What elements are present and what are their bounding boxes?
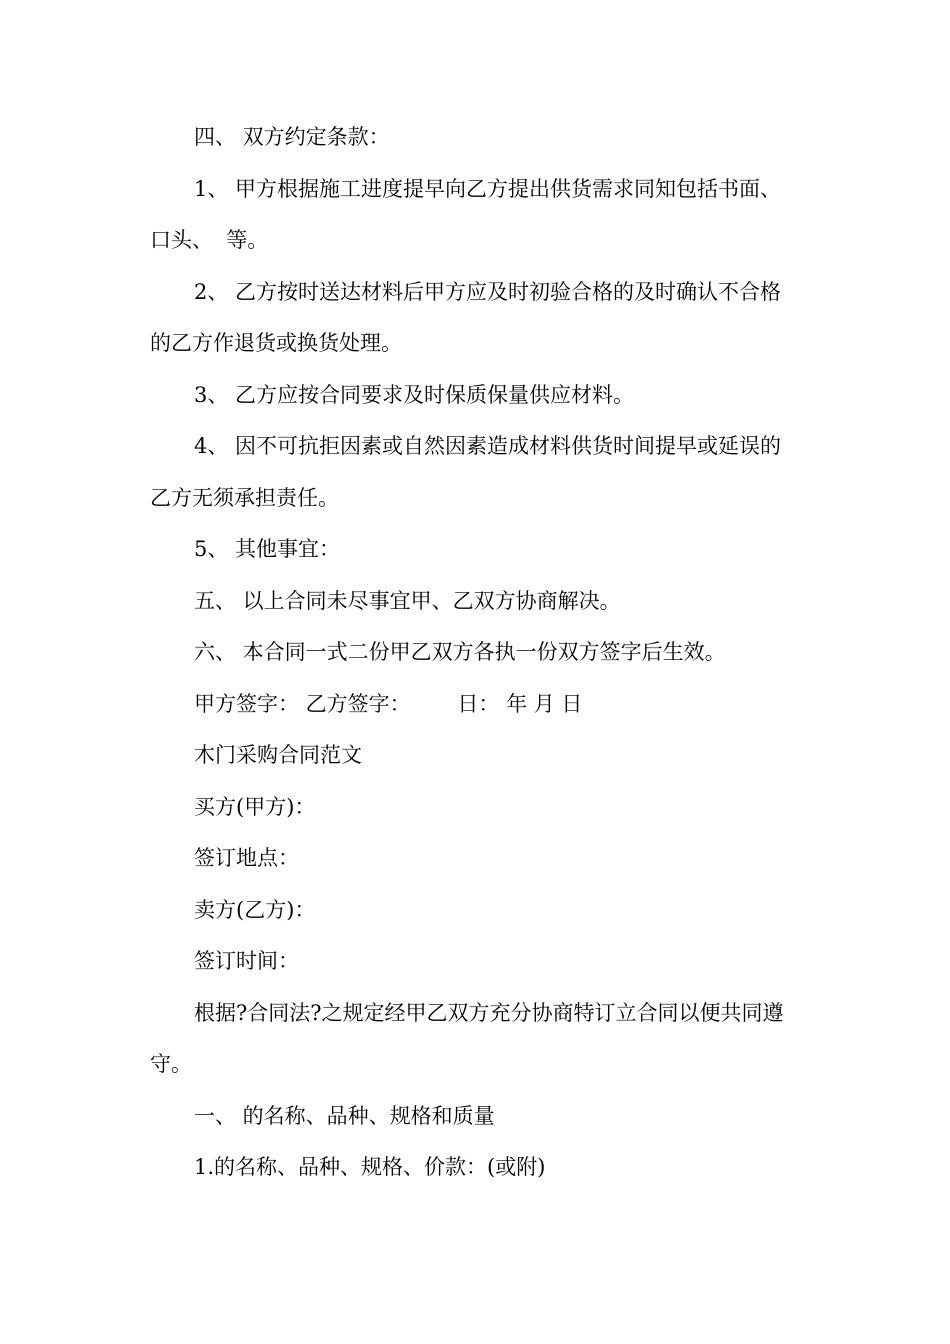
- document-body: [150, 112, 800, 1194]
- article-one-item-1: 1.的名称、品种、规格、价款：(或附): [194, 1155, 546, 1179]
- signing-time-field: 签订时间：: [194, 949, 299, 973]
- seller-field: 卖方(乙方)：: [194, 897, 316, 922]
- clause-item-1: 1、 甲方根据施工进度提早向乙方提出供货需求同知包括书面、口头、 等。: [150, 176, 782, 252]
- clause-five: 五、 以上合同未尽事宜甲、乙双方协商解决。: [194, 588, 621, 613]
- section-title: 木门采购合同范文: [194, 743, 362, 767]
- clause-six: 六、 本合同一式二份甲乙双方各执一份双方签字后生效。: [194, 640, 726, 664]
- clause-item-2: 2、 乙方按时送达材料后甲方应及时初验合格的及时确认不合格的乙方作退货或换货处理。: [150, 279, 782, 355]
- clause-four-heading: 四、 双方约定条款：: [194, 125, 390, 149]
- article-one-heading: 一、 的名称、品种、规格和质量: [194, 1103, 495, 1128]
- buyer-field: 买方(甲方)：: [194, 794, 316, 819]
- clause-item-4: 4、 因不可抗拒因素或自然因素造成材料供货时间提早或延误的乙方无须承担责任。: [150, 434, 782, 510]
- preamble: 根据?合同法?之规定经甲乙双方充分协商特订立合同以便共同遵守。: [150, 1000, 784, 1076]
- clause-item-3: 3、 乙方应按合同要求及时保质保量供应材料。: [194, 382, 635, 407]
- signing-place-field: 签订地点：: [194, 846, 299, 870]
- signature-line: 甲方签字： 乙方签字： 日： 年 月 日: [194, 691, 583, 716]
- clause-item-5: 5、 其他事宜：: [194, 537, 341, 561]
